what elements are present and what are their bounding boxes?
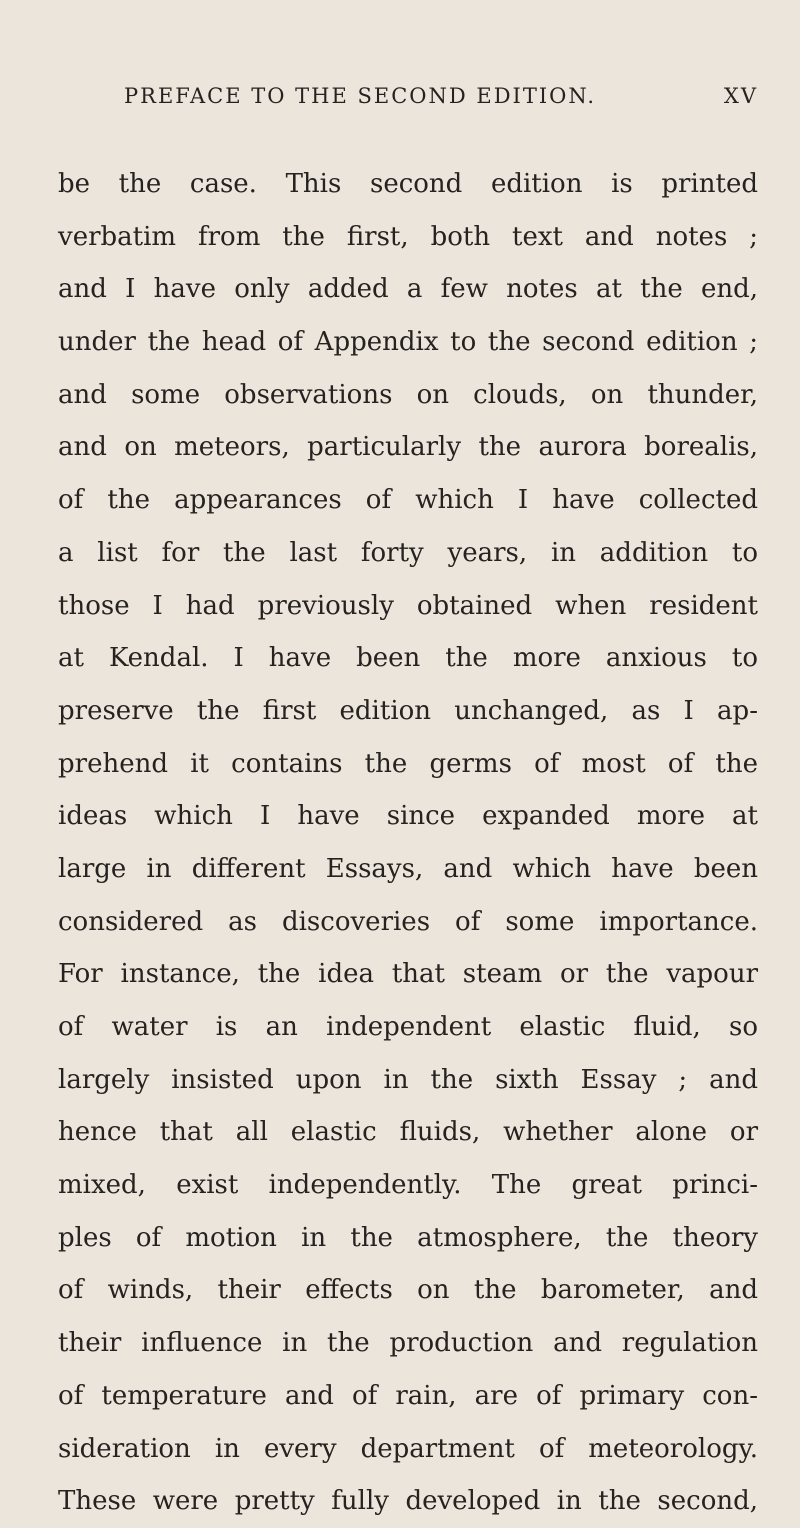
page-number: XV xyxy=(723,84,758,108)
header-title: PREFACE TO THE SECOND EDITION. xyxy=(124,84,597,108)
text-line: their influence in the production and regulation xyxy=(58,1328,758,1359)
text-line: at Kendal. I have been the more anxious to xyxy=(58,643,758,674)
text-line: verbatim from the first, both text and notes ; xyxy=(58,221,758,252)
text-line: of temperature and of rain, are of primary con- xyxy=(58,1380,758,1411)
text-line: and some observations on clouds, on thunder, xyxy=(58,379,758,410)
text-line: For instance, the idea that steam or the vapour xyxy=(58,959,758,990)
text-line: be the case. This second edition is printed xyxy=(58,169,758,199)
body-text xyxy=(58,158,758,1528)
text-line: preserve the first edition unchanged, as I ap- xyxy=(58,695,758,726)
text-line: ples of motion in the atmosphere, the theory xyxy=(58,1222,758,1253)
text-line: ideas which I have since expanded more at xyxy=(58,801,758,832)
text-line: of winds, their effects on the barometer, and xyxy=(58,1275,758,1306)
text-line: These were pretty fully developed in the second, xyxy=(58,1486,758,1517)
text-line: hence that all elastic fluids, whether alone or xyxy=(58,1117,758,1148)
text-line: mixed, exist independently. The great princi- xyxy=(58,1170,758,1201)
running-header xyxy=(124,84,758,120)
text-line: under the head of Appendix to the second edition ; xyxy=(58,327,758,358)
text-line: sideration in every department of meteorology. xyxy=(58,1433,758,1464)
text-line: considered as discoveries of some importance. xyxy=(58,906,758,937)
text-line: and on meteors, particularly the aurora borealis, xyxy=(58,432,758,463)
text-line: of water is an independent elastic fluid, so xyxy=(58,1012,758,1042)
text-line: largely insisted upon in the sixth Essay ; and xyxy=(58,1064,758,1095)
text-line: large in different Essays, and which have been xyxy=(58,853,758,884)
text-line: a list for the last forty years, in addition to xyxy=(58,537,758,568)
text-line: prehend it contains the germs of most of the xyxy=(58,748,758,779)
text-line: of the appearances of which I have collected xyxy=(58,485,758,516)
text-line: and I have only added a few notes at the end, xyxy=(58,274,758,305)
text-line: those I had previously obtained when resident xyxy=(58,590,758,621)
